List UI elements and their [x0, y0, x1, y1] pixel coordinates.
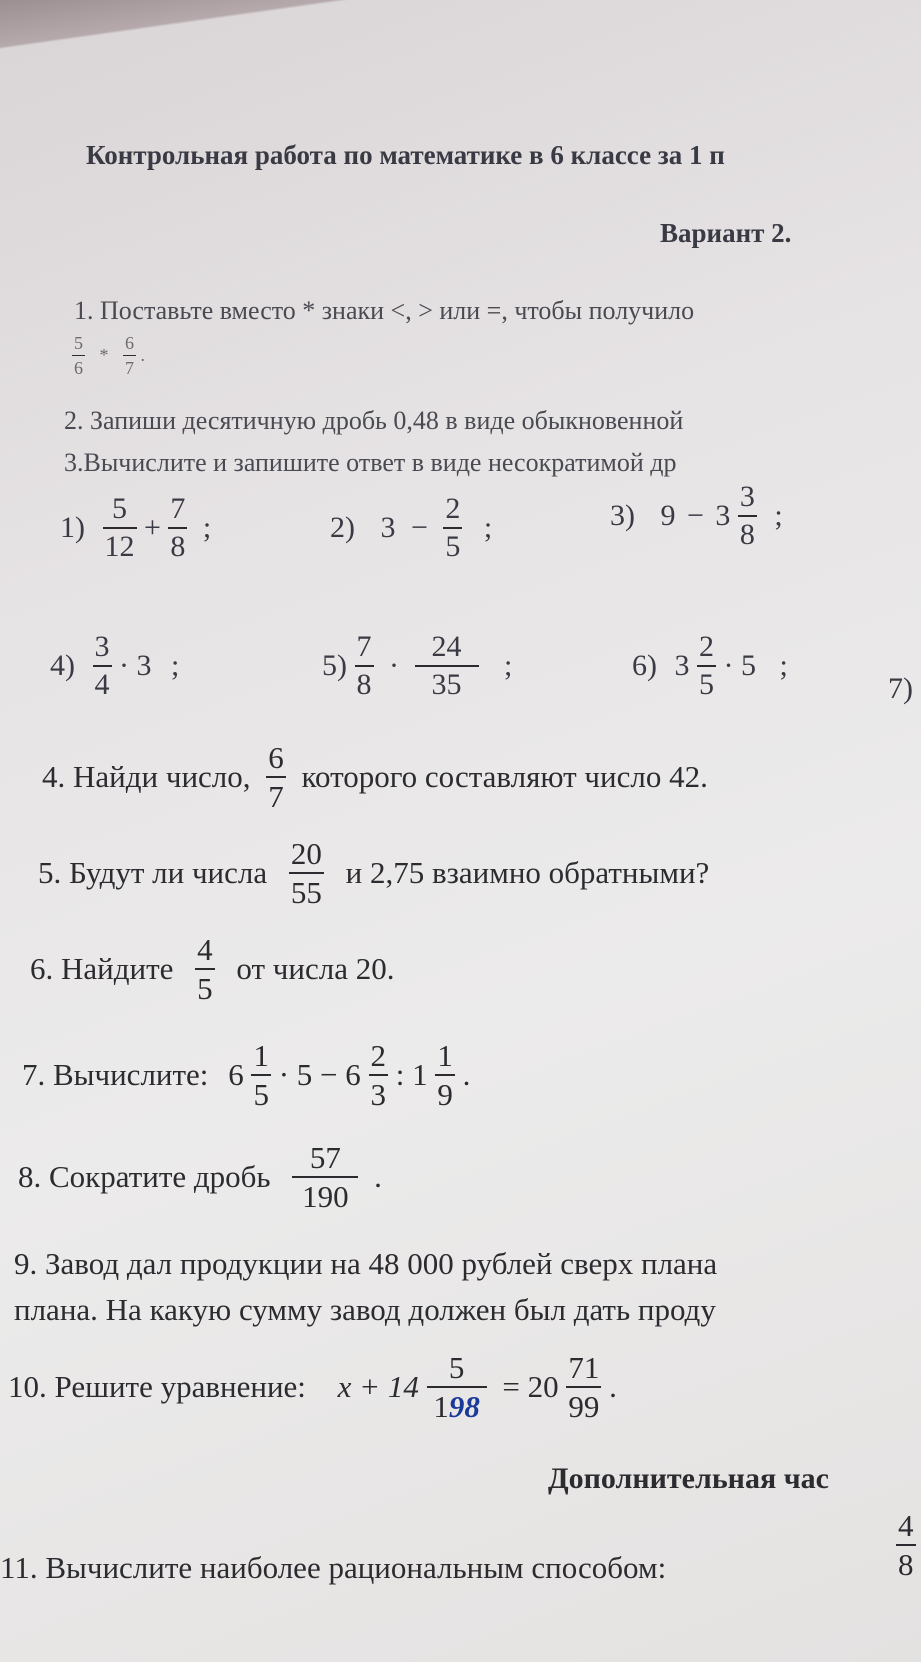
question-3-item-3: 3) 9 − 3 $\frac{3}{8}$ ;	[610, 480, 783, 551]
question-8: 8. Сократите дробь $\frac{57}{190}$ .	[18, 1140, 382, 1214]
worksheet-title: Контрольная работа по математике в 6 классе за 1 п	[86, 140, 725, 170]
question-3-item-5: 5) $\frac{7}{8}$ · $\frac{24}{35}$ ;	[322, 630, 513, 701]
question-1-expression: $\frac{5}{6}$ * $\frac{6}{7}$ .	[74, 333, 145, 378]
handwritten-correction: 98	[448, 1389, 480, 1424]
extra-section-title: Дополнительная час	[548, 1462, 829, 1495]
question-3-text: 3.Вычислите и запишите ответ в виде несократимой др	[64, 448, 677, 477]
question-3-item-7: 7)	[888, 672, 913, 705]
question-9-line-2: плана. На какую сумму завод должен был дать проду	[14, 1292, 716, 1327]
question-3-item-2: 2) 3 − $\frac{2}{5}$ ;	[330, 492, 493, 563]
page-corner-shadow	[0, 0, 921, 130]
question-9-line-1: 9. Завод дал продукции на 48 000 рублей сверх плана	[14, 1246, 718, 1281]
question-7: 7. Вычислите: 6 $\frac{1}{5}$ · 5 − 6 $\frac{2}{3}$ : 1 $\frac{1}{9}$ .	[22, 1038, 471, 1112]
question-1-text: 1. Поставьте вместо * знаки <, > или =, чтобы получило	[74, 296, 695, 325]
question-6: 6. Найдите $\frac{4}{5}$ от числа 20.	[30, 932, 395, 1006]
question-5: 5. Будут ли числа $\frac{20}{55}$ и 2,75 взаимно обратными?	[38, 836, 710, 910]
question-2-text: 2. Запиши десятичную дробь 0,48 в виде обыкновенной	[64, 406, 684, 435]
question-3-item-1: 1) $\frac{5}{12}$ + $\frac{7}{8}$ ;	[60, 492, 212, 563]
question-3-item-6: 6) 3 $\frac{2}{5}$ · 5 ;	[632, 630, 788, 701]
question-4: 4. Найди число, $\frac{6}{7}$ которого составляют число 42.	[42, 740, 708, 814]
question-11-text: 11. Вычислите наиболее рациональным способом:	[0, 1550, 667, 1585]
question-10: 10. Решите уравнение: x + 14 $\frac{5}{198}$ = 20 $\frac{71}{99}$ .	[8, 1350, 617, 1424]
question-11-fraction: $\frac{4}{8}$	[898, 1510, 914, 1580]
question-3-item-4: 4) $\frac{3}{4}$ · 3 ;	[50, 630, 180, 701]
variant-label: Вариант 2.	[660, 218, 792, 248]
